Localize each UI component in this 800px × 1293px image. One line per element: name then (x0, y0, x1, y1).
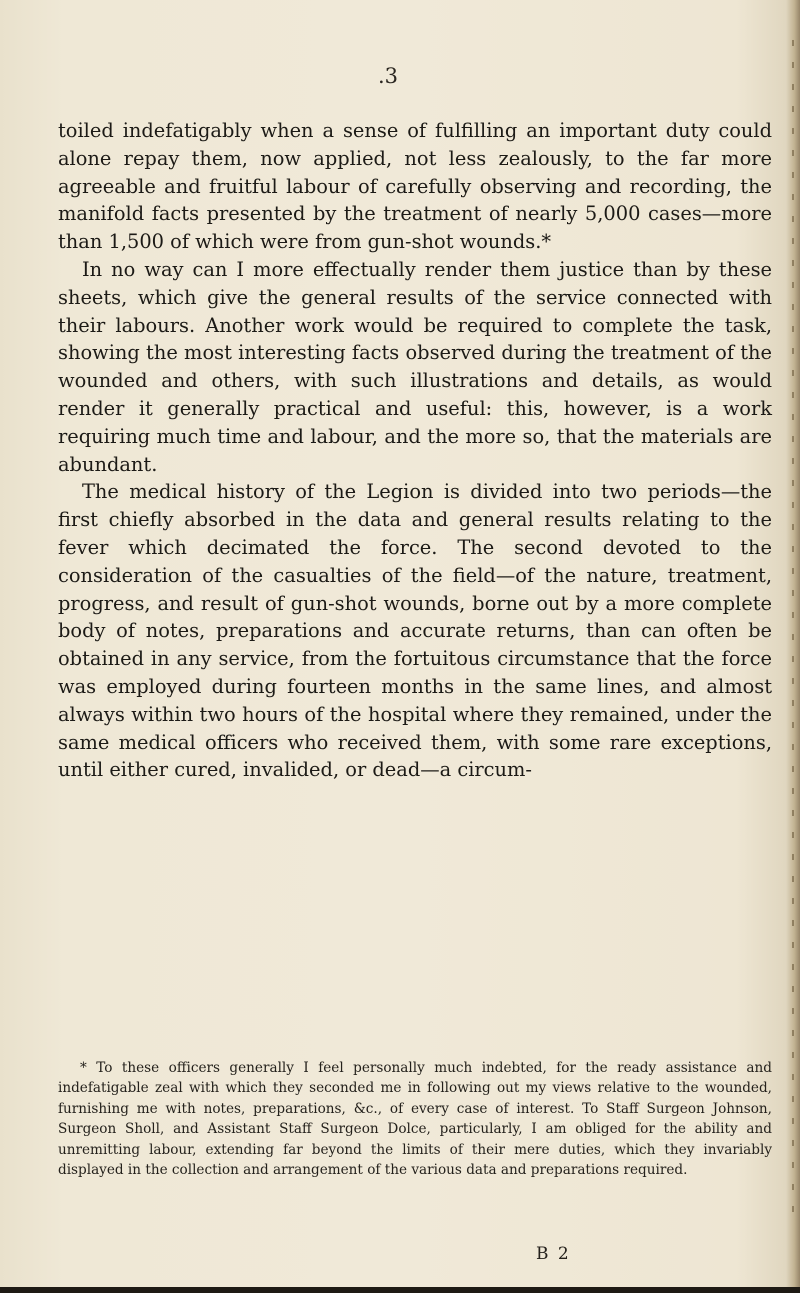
page-binding-edge (786, 0, 800, 1293)
body-text (58, 117, 772, 784)
paragraph-2: In no way can I more effectually render them justice than by these sheets, which give the general results of the service connected with their labours. Another work would be required to complete the task, showing the most interesting facts observed during the treatment of the wounded and others, with such illustrations and details, as would render it generally practical and useful: this, however, is a work requiring much time and labour, and the more so, that the materials are abundant. (58, 257, 772, 476)
paragraph-1: toiled indefatigably when a sense of fulfilling an important duty could alone repay them, now applied, not less zealously, to the far more agreeable and fruitful labour of carefully observing and recording, the manifold facts presented by the treatment of nearly 5,000 cases—more than 1,500 of which were from gun-shot wounds.* (58, 119, 772, 254)
footnote: * To these officers generally I feel personally much indebted, for the ready assistance and indefatigable zeal with which they seconded me in following out my views relative to the wounded, furnishing me with notes, preparations, &c., of every case of interest. To Staff Surgeon Johnson, Surgeon Sholl, and Assistant Staff Surgeon Dolce, particularly, I am obliged for the ability and unremitting labour, extending far beyond the limits of their mere duties, which they invariably displayed in the collection and arrangement of the various data and preparations required. (58, 1060, 772, 1179)
page-number: .3 (378, 64, 399, 88)
page-bottom-edge (0, 1287, 800, 1293)
paragraph-3: The medical history of the Legion is divided into two periods—the first chiefly absorbed in the data and general results relating to the fever which decimated the force. The second devoted to the consideration of the casualties of the field—of the nature, treatment, progress, and result of gun-shot wounds, borne out by a more complete body of notes, preparations and accurate returns, than can often be obtained in any service, from the fortuitous circumstance that the force was employed during fourteen months in the same lines, and almost always within two hours of the hospital where they remained, under the same medical officers who received them, with some rare exceptions, until either cured, invalided, or dead—a circum- (58, 480, 772, 782)
signature-mark: B 2 (536, 1244, 571, 1264)
